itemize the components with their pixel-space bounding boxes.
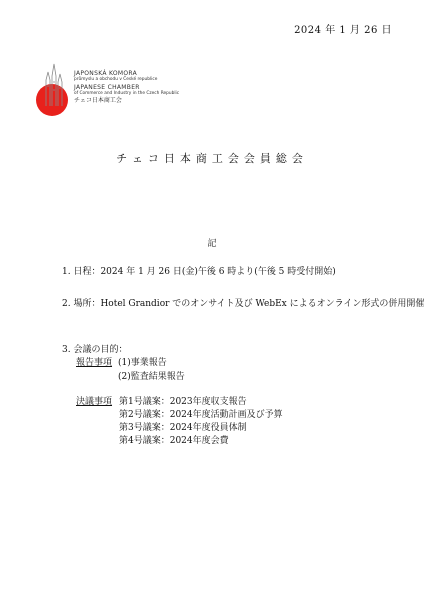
chamber-name-czech: JAPONSKÁ KOMORA: [74, 70, 138, 77]
resolution-entry: 第4号議案：2024年度会費: [119, 436, 229, 446]
report-entry: (1)事業報告: [118, 358, 167, 368]
report-label: 報告事項: [76, 358, 113, 368]
report-entry: (2)監査結果報告: [118, 372, 185, 382]
chamber-subtitle-czech: průmyslu a obchodu v České republice: [74, 77, 158, 82]
item-venue: 2. 場所：Hotel Grandior でのオンサイト及び WebEx によるオンライン形式の併用開催: [62, 299, 424, 309]
resolution-entry: 第1号議案：2023年度収支報告: [119, 397, 247, 407]
resolution-entry: 第3号議案：2024年度役員体制: [119, 423, 247, 433]
document-date: 2024 年 1 月 26 日: [294, 25, 392, 36]
ki-heading: 記: [207, 239, 217, 249]
prague-sun-logo-icon: [36, 58, 76, 120]
chamber-subtitle-english: of Commerce and Industry in the Czech Republic: [74, 90, 180, 96]
item-schedule: 1. 日程：2024 年 1 月 26 日(金)午後 6 時より(午後 5 時受付開始): [62, 267, 336, 277]
chamber-logo: [36, 58, 180, 120]
resolution-entry: 第2号議案：2024年度活動計画及び予算: [119, 410, 283, 420]
document-title: チェコ日本商工会会員総会: [116, 152, 308, 165]
chamber-name-english: JAPANESE CHAMBER: [74, 83, 140, 91]
item-purpose: 3. 会議の目的：: [62, 345, 128, 355]
chamber-name-japanese: チェコ日本商工会: [74, 97, 122, 104]
resolution-label: 決議事項: [76, 397, 113, 407]
chamber-name: [74, 70, 179, 105]
